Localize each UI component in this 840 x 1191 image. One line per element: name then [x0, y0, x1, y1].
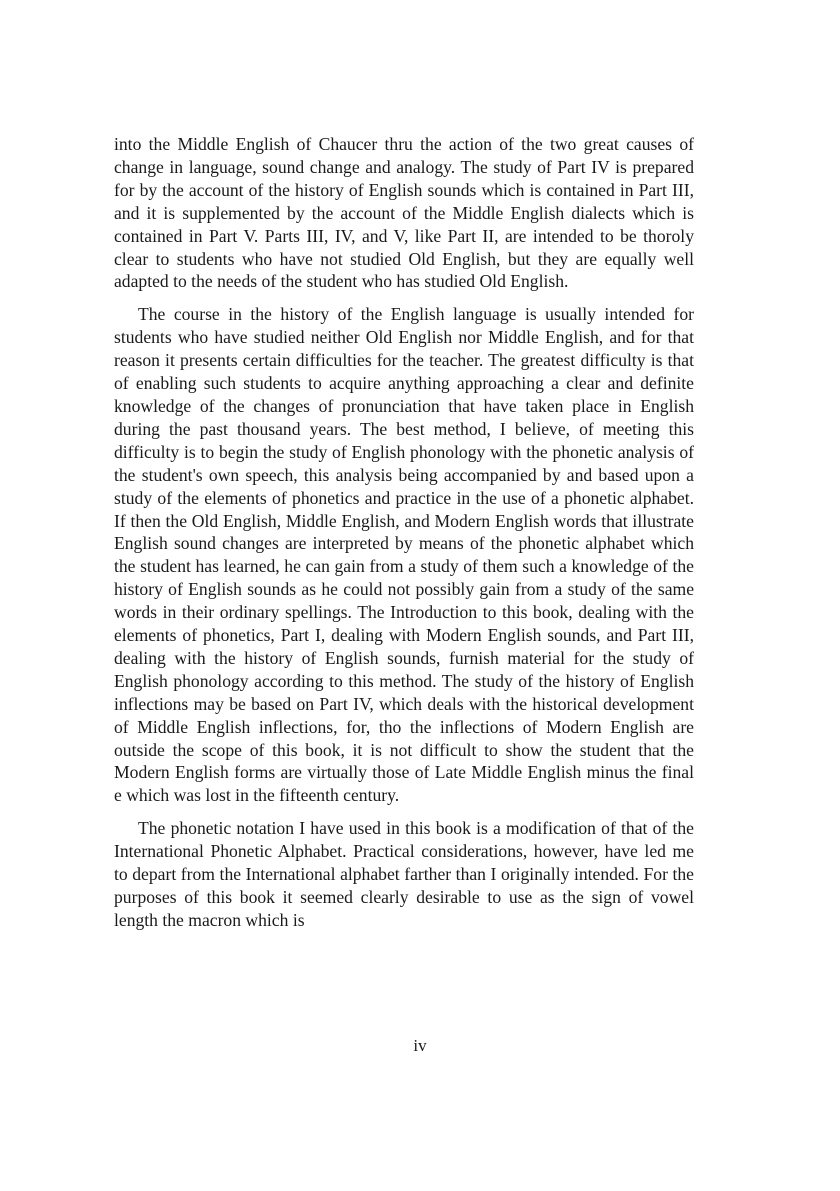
- paragraph-course-history: The course in the history of the English language is usually intended for students who have studied neither Old English nor Middle English, and for that reason it presents certain difficulties for the teacher. The greatest difficulty is that of enabling such students to acquire anything approaching a clear and definite knowledge of the changes of pronunciation that have taken place in English during the past thousand years. The best method, I believe, of meeting this difficulty is to begin the study of English phonology with the phonetic analysis of the student's own speech, this analysis being accompanied by and based upon a study of the elements of phonetics and practice in the use of a phonetic alphabet. If then the Old English, Middle English, and Modern English words that illustrate English sound changes are interpreted by means of the phonetic alphabet which the student has learned, he can gain from a study of them such a knowledge of the history of English sounds as he could not possibly gain from a study of the same words in their ordinary spellings. The Introduction to this book, dealing with the elements of phonetics, Part I, dealing with Modern English sounds, and Part III, dealing with the history of English sounds, furnish material for the study of English phonology according to this method. The study of the history of English inflections may be based on Part IV, which deals with the historical development of Middle English inflections, for, tho the inflections of Modern English are outside the scope of this book, it is not difficult to show the student that the Modern English forms are virtually those of Late Middle English minus the final e which was lost in the fifteenth century.: [114, 304, 694, 806]
- page-number: iv: [413, 1036, 427, 1055]
- paragraph-continuation: into the Middle English of Chaucer thru the action of the two great causes of change in language, sound change and analogy. The study of Part IV is prepared for by the account of the history of English sounds which is contained in Part III, and it is supplemented by the account of the Middle English dialects which is contained in Part V. Parts III, IV, and V, like Part II, are intended to be thoroly clear to students who have not studied Old English, but they are equally well adapted to the needs of the student who has studied Old English.: [114, 134, 694, 292]
- page-body: [114, 133, 694, 932]
- paragraph-phonetic-notation: The phonetic notation I have used in this book is a modification of that of the International Phonetic Alphabet. Practical considerations, however, have led me to depart from the International alphabet farther than I originally intended. For the purposes of this book it seemed clearly desirable to use as the sign of vowel length the macron which is: [114, 818, 694, 930]
